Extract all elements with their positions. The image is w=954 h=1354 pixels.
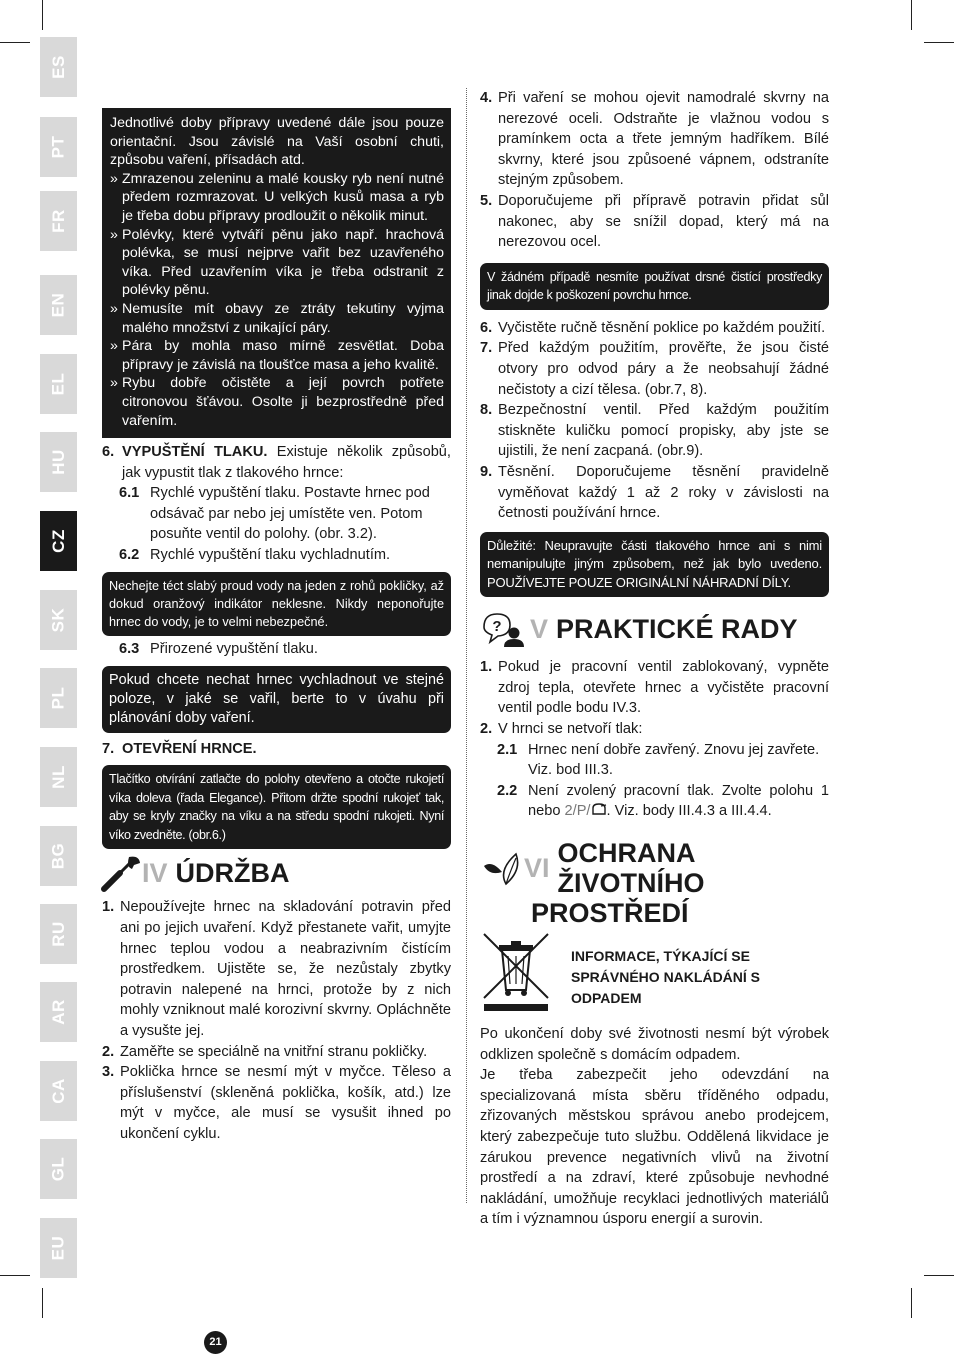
section-heading: VI OCHRANA ŽIVOTNÍHO PROSTŘEDÍ — [480, 838, 829, 928]
tab-pl[interactable]: PL — [40, 668, 77, 728]
warning-box: Nechejte téct slabý proud vody na jeden z rohů pokličky, až dokud oranžový indikátor neklesne. Nikdy neponořujte hrnec do vody, je to velmi nebezpečné. — [102, 572, 451, 637]
list-item: 2. V hrnci se netvoří tlak: — [480, 720, 643, 737]
note-box: Pokud chcete nechat hrnec vychladnout ve stejné poloze, v jaké se vařil, berte to v úvahu při plánování doby vaření. — [102, 666, 451, 733]
section-heading: IV ÚDRŽBA — [102, 855, 451, 891]
tab-el[interactable]: EL — [40, 354, 77, 414]
list-item: 2. Zaměřte se speciálně na vnitřní stranu pokličky. — [102, 1043, 428, 1060]
waste-info — [480, 932, 829, 1012]
list-item: 2.1 Hrnec není dobře zavřený. Znovu jej zavřete. Viz. bod III.3. — [497, 741, 820, 779]
wheelie-bin-crossed-icon — [480, 932, 552, 1012]
language-tabs — [40, 0, 77, 1318]
list-item: 6.2 Rychlé vypuštění tlaku vychladnutím. — [119, 547, 391, 564]
advice-list — [480, 657, 829, 822]
right-column — [480, 88, 829, 1230]
tab-es[interactable]: ES — [40, 37, 77, 97]
important-box: Důležité: Neupravujte části tlakového hrnce ani s nimi nemanipulujte jiným způsobem, než jak bylo uvedeno. POUŽÍVEJTE POUZE ORIGINÁLNÍ NÁHRADNÍ DÍLY. — [480, 532, 829, 598]
page-number: 21 — [204, 1331, 227, 1354]
advice-icon — [480, 611, 530, 647]
intro-box — [102, 108, 451, 438]
list-item: 7. Před každým použitím, prověřte, že jsou čisté otvory pro odvod páry a že neobsahují žádné nečistoty a cizí tělesa. (obr.7, 8). — [480, 340, 829, 398]
list-item: » Rybu dobře očistěte a její povrch potřete citronovou šťávou. Osolte ji bezprostředně před vařením. — [110, 375, 444, 429]
list-item: 6.1 Rychlé vypuštění tlaku. Postavte hrnec pod odsávač par nebo jej umístěte ven. Potom posuňte ventil do polohy. (obr. 3.2). — [119, 485, 430, 543]
list-item: 9. Těsnění. Doporučujeme těsnění pravidelně vyměňovat každý 1 až 2 roky v závislosti na četnosti používání hrnce. — [480, 463, 829, 522]
tab-fr[interactable]: FR — [40, 191, 77, 251]
tab-en[interactable]: EN — [40, 275, 77, 335]
crop-mark — [0, 42, 30, 43]
list-item: » Pára by mohla maso mírně zesvětlat. Doba přípravy je závislá na tloušťce masa a jeho kvalitě. — [110, 338, 444, 373]
list-item: 4. Při vaření se mohou ojevit namodralé skvrny na nerezové oceli. Odstraňte je vlažnou vodou s pramínkem octa a třete jemným hadříkem. Bílé skvrny, které jsou způsoené vápnem, odstraníte stejným způsobem. — [480, 90, 829, 189]
list-item: » Polévky, které vytváří pěnu jako např. hrachová polévka, se musí nejprve vařit bez uzavřeného víka. Před uzavřením víka je třeba odstranit z polévky pěnu. — [110, 226, 444, 299]
list-item: » Zmrazenou zeleninu a malé kousky ryb není nutné předem rozmrazovat. U velkých kusů masa a ryb je třeba dobu přípravy prodloužit o několik minut. — [110, 170, 444, 224]
waste-paragraph: Je třeba zabezpečit jeho odevzdání na specializovaná místa sběru tříděného odpadu, zřizovaných městskou správou anebo prodejcem, který zabezpečuje tuto službu. Oddělená likvidace je zárukou prevence negativních vlivů na životní prostředí a na zdraví, které způsobuje nevhodné nakládání, umožňuje recyklaci jednotlivých materiálů a tím i významnou úsporu energií a surovin. — [480, 1067, 829, 1228]
waste-heading: INFORMACE, TÝKAJÍCÍ SE SPRÁVNÉHO NAKLÁDÁNÍ S ODPADEM — [571, 947, 761, 1006]
maintenance-list — [102, 897, 451, 1144]
svg-text:?: ? — [492, 618, 502, 636]
list-item: 7. OTEVŘENÍ HRNCE. — [102, 740, 257, 757]
warning-box: V žádném případě nesmíte používat drsné čistící prostředky jinak dojde k poškození povrchu hrnce. — [480, 263, 829, 310]
tab-sk[interactable]: SK — [40, 590, 77, 650]
tab-ar[interactable]: AR — [40, 982, 77, 1042]
wrench-icon — [102, 855, 142, 891]
section-title: OCHRANA ŽIVOTNÍHO — [557, 837, 705, 898]
tab-ca[interactable]: CA — [40, 1061, 77, 1121]
tab-nl[interactable]: NL — [40, 747, 77, 807]
left-column — [102, 108, 451, 1349]
section-title: PROSTŘEDÍ — [531, 897, 689, 928]
list-item: » Nemusíte mít obavy ze ztráty tekutiny vyjma malého množství z unikající páry. — [110, 300, 444, 336]
tab-hu[interactable]: HU — [40, 432, 77, 492]
crop-mark — [0, 1275, 30, 1276]
crop-mark — [911, 0, 912, 30]
crop-mark — [924, 1275, 954, 1276]
tab-cz[interactable]: CZ — [40, 511, 77, 571]
list-item: 2.2 Není zvolený pracovní tlak. Zvolte polohu 1 nebo 2/P/ . Viz. body III.4.3 a III.4.4. — [497, 782, 829, 820]
list-item: 1. Nepoužívejte hrnec na skladování potravin před ani po jejich uvaření. Když přestanete vařit, umyjte hrnec teplou vodou a neabrazivním čistícím prostředkem. Ujistěte se, že nezůstaly zbytky potravin nalepené na hrnci, protože by z nich mohly vzniknout malé korozivní skvrny. Opláchněte a vysušte jej. — [102, 899, 451, 1040]
leaf-icon — [480, 850, 524, 886]
tab-gl[interactable]: GL — [40, 1139, 77, 1199]
section-title: PRAKTICKÉ RADY — [556, 614, 798, 645]
tab-bg[interactable]: BG — [40, 826, 77, 886]
list-item: 6.3 Přirozené vypuštění tlaku. — [119, 641, 318, 658]
warning-box: Tlačítko otvírání zatlačte do polohy otevřeno a otočte rukojetí víka doleva (řada Elegance). Přitom držte spodní rukojeť tak, aby se kryly značky na víku a na středu spodní rukojeti. Nyní víko zvedněte. (obr.6.) — [102, 765, 451, 849]
section-heading: ? V PRAKTICKÉ RADY — [480, 611, 829, 647]
waste-paragraph: Po ukončení doby své životnosti nesmí být výrobek odklizen společně s domácím odpadem. — [480, 1025, 829, 1063]
list-item: 6. Vyčistěte ručně těsnění poklice po každém použití. — [480, 319, 826, 336]
list-item: 8. Bezpečnostní ventil. Před každým použitím stiskněte kuličku pomocí propisky, aby jste se ujistili, že není zacpaná. (obr.9). — [480, 402, 829, 460]
column-divider — [466, 88, 467, 1203]
tab-eu[interactable]: EU — [40, 1218, 77, 1278]
intro-text: Jednotlivé doby přípravy uvedené dále jsou pouze orientační. Jsou závislé na Vaší osobní chuti, způsobu vaření, přísadách atd. — [110, 115, 444, 169]
tab-ru[interactable]: RU — [40, 904, 77, 964]
list-item: 5. Doporučujeme při přípravě potravin přidat sůl nakonec, aby se snížil dopad, který má na nerezovou ocel. — [480, 192, 829, 251]
list-item: 1. Pokud je pracovní ventil zablokovaný, vypněte zdroj tepla, otevřete hrnec a vyčistěte pracovní ventil podle bodu IV.3. — [480, 659, 829, 717]
crop-mark — [911, 1288, 912, 1318]
maintenance-list — [480, 318, 829, 524]
tab-pt[interactable]: PT — [40, 117, 77, 177]
list-item: 6. VYPUŠTĚNÍ TLAKU. Existuje několik způsobů, jak vypustit tlak z tlakového hrnce: — [102, 444, 451, 481]
pressure-symbol-icon — [591, 803, 607, 816]
crop-mark — [924, 42, 954, 43]
list-item: 3. Poklička hrnce se nesmí mýt v myčce. Těleso a příslušenství (skleněná poklička, košík, atd.) lze mýt v myčce, ale musí se vysušit ihned po ukončení cyklu. — [102, 1064, 451, 1142]
section-title: ÚDRŽBA — [175, 858, 290, 889]
